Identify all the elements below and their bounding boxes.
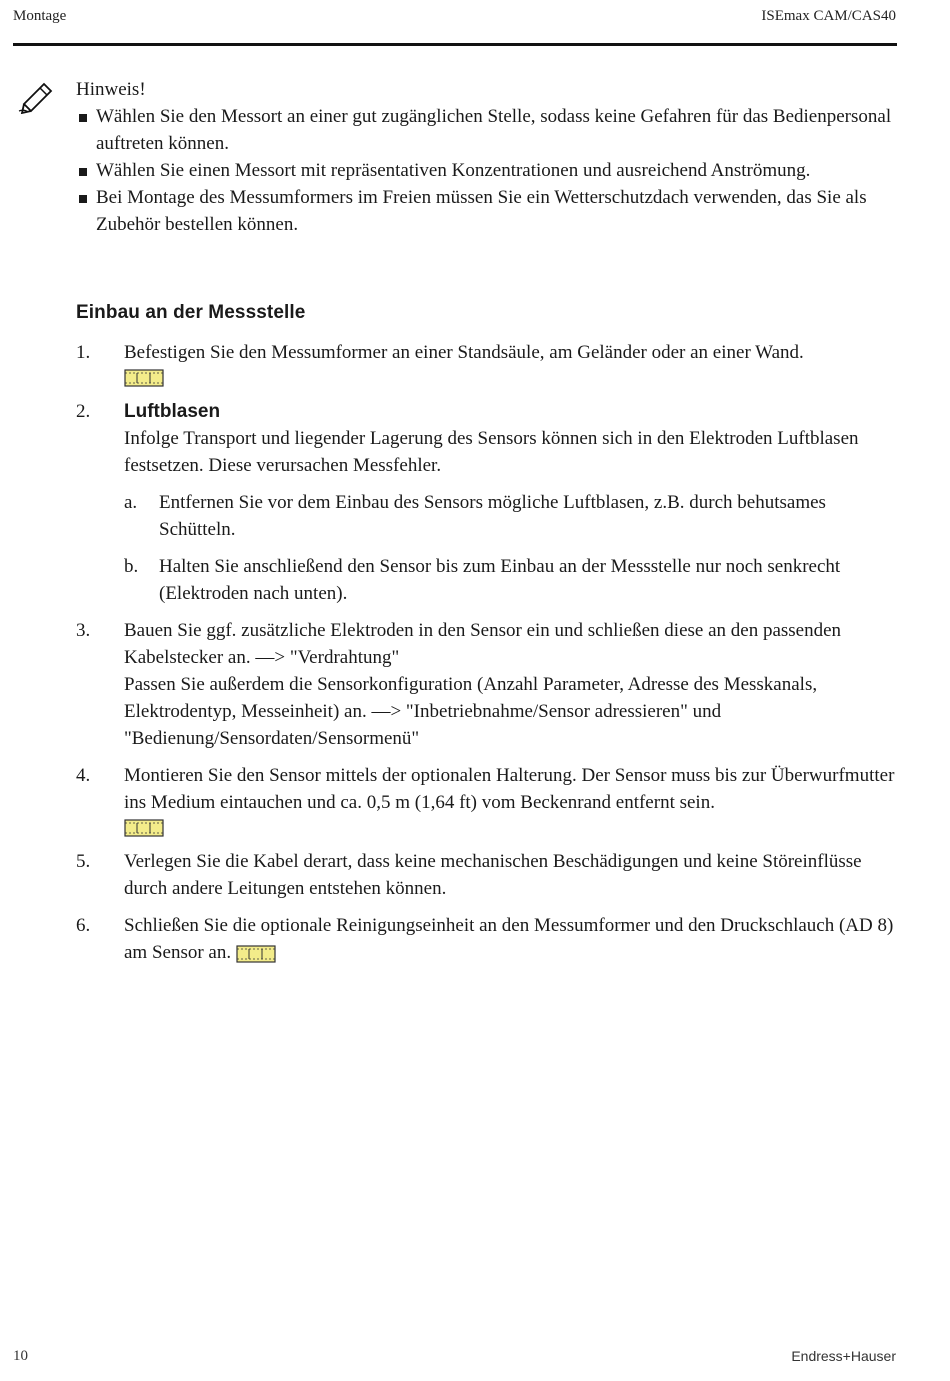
bullet-square-icon — [79, 114, 87, 122]
section-title: Einbau an der Messstelle — [76, 302, 306, 323]
step-6 — [76, 912, 901, 966]
page-number: 10 — [13, 1348, 28, 1364]
step-number: 1. — [76, 342, 91, 363]
step-1 — [76, 339, 901, 388]
substep-a — [124, 489, 901, 543]
step-text: Montieren Sie den Sensor mittels der optionalen Halterung. Der Sensor muss bis zur Überwurfmutter ins Medium eintauchen und ca. 0,5 m (1,64 ft) vom Beckenrand entfernt sein. — [124, 765, 895, 813]
note-list — [76, 103, 898, 238]
step-number: 2. — [76, 401, 91, 422]
note-item: Wählen Sie einen Messort mit repräsentativen Konzentrationen und ausreichend Anströmung. — [76, 157, 898, 184]
substep-letter: b. — [124, 556, 139, 577]
note-title: Hinweis! — [76, 79, 146, 100]
step-text: Verlegen Sie die Kabel derart, dass keine mechanischen Beschädigungen und keine Störeinflüsse durch andere Leitungen entstehen können. — [124, 851, 862, 899]
step-text-continued: Passen Sie außerdem die Sensorkonfiguration (Anzahl Parameter, Adresse des Messkanals, Elektrodentyp, Messeinheit) an. —> "Inbetriebnahme/Sensor adressieren" und "Bedienung/Sensordaten/Sensormenü" — [124, 674, 818, 749]
substep-text: Halten Sie anschließend den Sensor bis zum Einbau an der Messstelle nur noch senkrecht (Elektroden nach unten). — [159, 556, 841, 604]
step-2 — [76, 398, 901, 607]
footer-brand: Endress+Hauser — [791, 1348, 896, 1364]
note-item: Wählen Sie den Messort an einer gut zugänglichen Stelle, sodass keine Gefahren für das Bedienpersonal auftreten können. — [76, 103, 898, 157]
pencil-note-icon — [18, 78, 58, 114]
bullet-square-icon — [79, 168, 87, 176]
substep-b — [124, 553, 901, 607]
step-text: Befestigen Sie den Messumformer an einer Standsäule, am Geländer oder an einer Wand. — [124, 342, 804, 363]
step-text: Bauen Sie ggf. zusätzliche Elektroden in den Sensor ein und schließen diese an den passenden Kabelstecker an. —> "Verdrahtung" — [124, 620, 842, 668]
step-title: Luftblasen — [124, 401, 221, 422]
step-number: 5. — [76, 851, 91, 872]
step-number: 3. — [76, 620, 91, 641]
step-text: Schließen Sie die optionale Reinigungseinheit an den Messumformer und den Druckschlauch (AD 8) am Sensor an. — [124, 915, 894, 963]
header-product: ISEmax CAM/CAS40 — [761, 8, 896, 24]
step-3 — [76, 617, 901, 752]
substep-letter: a. — [124, 492, 138, 513]
bullet-square-icon — [79, 195, 87, 203]
step-number: 6. — [76, 915, 91, 936]
film-strip-icon[interactable] — [124, 368, 164, 388]
note-box — [18, 76, 898, 238]
film-strip-icon[interactable] — [124, 818, 164, 838]
note-item: Bei Montage des Messumformers im Freien müssen Sie ein Wetterschutzdach verwenden, das Sie als Zubehör bestellen können. — [76, 184, 898, 238]
steps-list — [76, 339, 901, 976]
step-number: 4. — [76, 765, 91, 786]
header-section: Montage — [13, 8, 67, 24]
film-strip-icon[interactable] — [236, 944, 276, 964]
step-4 — [76, 762, 901, 838]
step-5 — [76, 848, 901, 902]
step-text: Infolge Transport und liegender Lagerung des Sensors können sich in den Elektroden Luftblasen festsetzen. Diese verursachen Messfehler. — [124, 428, 859, 476]
substep-text: Entfernen Sie vor dem Einbau des Sensors mögliche Luftblasen, z.B. durch behutsames Schütteln. — [159, 492, 826, 540]
header-rule — [13, 43, 897, 46]
